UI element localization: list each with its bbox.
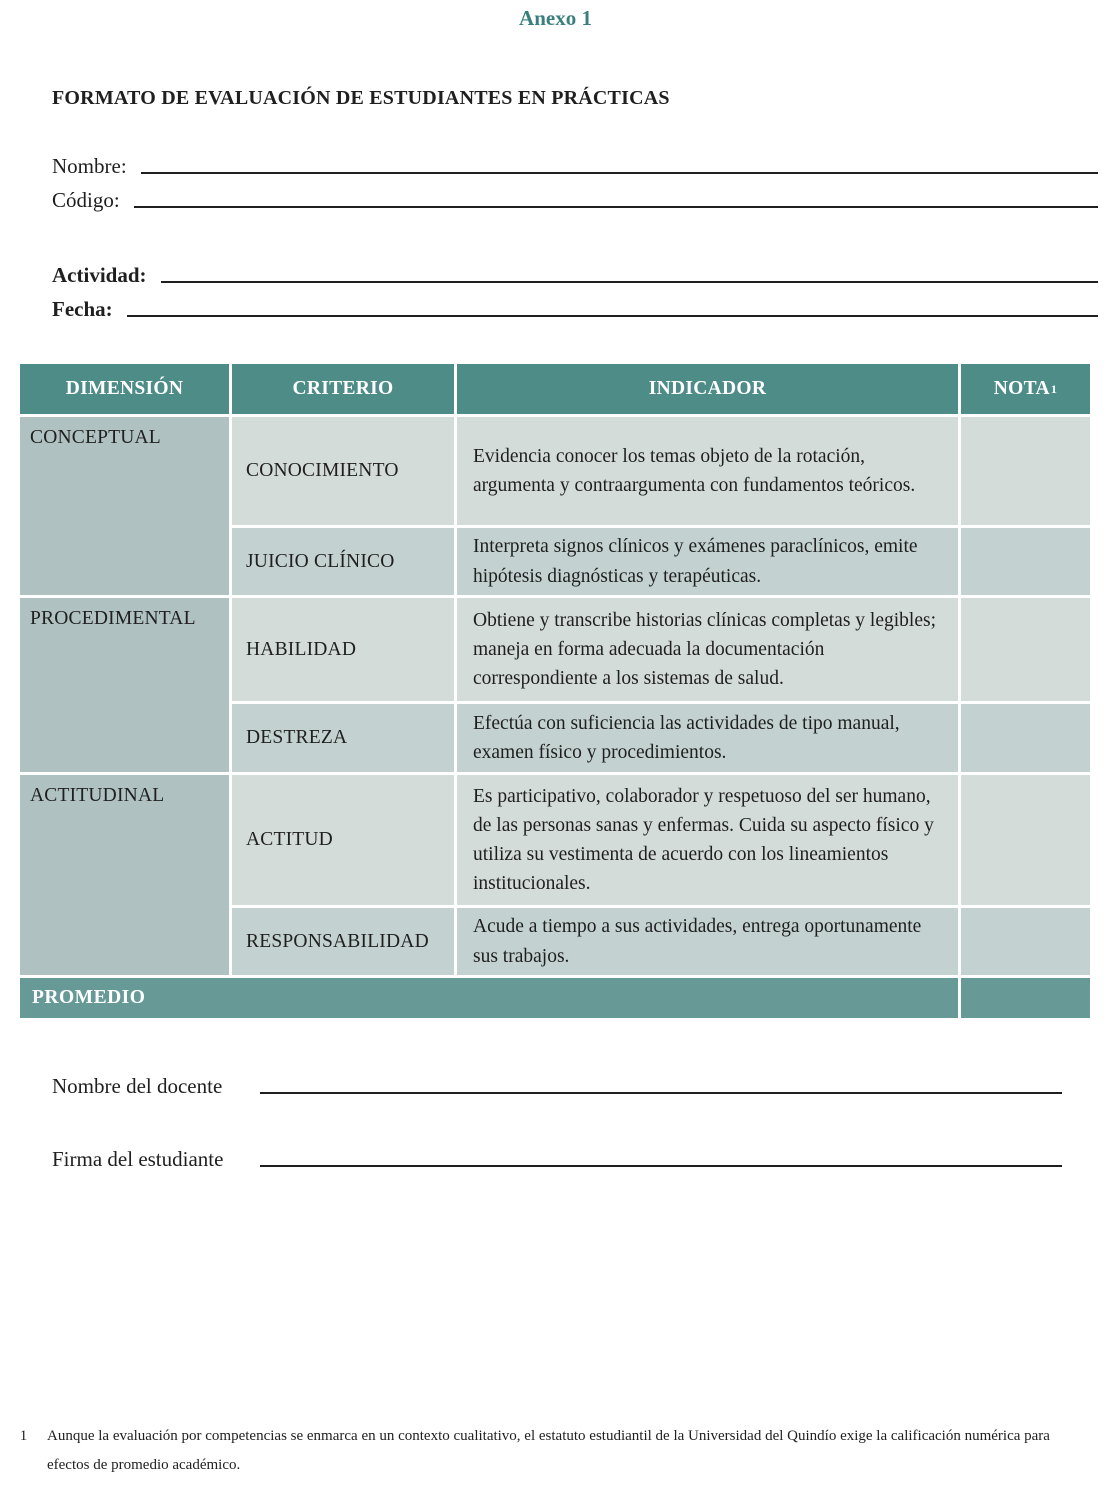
indicador-text: Acude a tiempo a sus actividades, entrega oportunamente sus trabajos. [473, 916, 922, 967]
actividad-label: Actividad: [52, 263, 147, 287]
nota-cell-habilidad [961, 598, 1090, 701]
criterio-cell-responsabilidad: RESPONSABILIDAD [232, 908, 454, 975]
nota-header-text: NOTA [993, 378, 1050, 399]
indicador-cell-actitud [457, 775, 958, 905]
evaluation-table [20, 364, 1090, 1018]
indicador-text: Interpreta signos clínicos y exámenes paraclínicos, emite hipótesis diagnósticas y terapéuticas. [473, 536, 918, 587]
indicador-cell-responsabilidad [457, 908, 958, 975]
nota-footnote-marker: 1 [1050, 381, 1058, 396]
header-fields [52, 154, 1098, 322]
fecha-field-line [127, 315, 1098, 317]
indicador-text: Evidencia conocer los temas objeto de la rotación, argumenta y contraargumenta con fundamentos teóricos. [473, 445, 916, 496]
docente-signature-line [260, 1092, 1062, 1094]
indicador-cell-juicio-clinico [457, 528, 958, 595]
estudiante-signature-row [52, 1147, 1062, 1172]
table-header-indicador: INDICADOR [457, 364, 958, 414]
nombre-label: Nombre: [52, 154, 127, 178]
codigo-label: Código: [52, 188, 120, 212]
promedio-nota-cell [961, 978, 1090, 1018]
nota-cell-juicio-clinico [961, 528, 1090, 595]
codigo-field-line [134, 206, 1098, 208]
criterio-cell-destreza: DESTREZA [232, 704, 454, 772]
nota-cell-destreza [961, 704, 1090, 772]
annex-label: Anexo 1 [519, 6, 592, 30]
indicador-text: Es participativo, colaborador y respetuoso del ser humano, de las personas sanas y enfermas. Cuida su aspecto físico y utiliza su vestimenta de acuerdo con los lineamientos institucionales. [473, 785, 934, 895]
indicador-text: Obtiene y transcribe historias clínicas completas y legibles; maneja en forma adecuada la documentación correspondiente a los sistemas de salud. [473, 609, 936, 690]
dimension-cell-actitudinal: ACTITUDINAL [20, 775, 229, 975]
indicador-cell-habilidad [457, 598, 958, 701]
nota-cell-conocimiento [961, 417, 1090, 525]
criterio-cell-habilidad: HABILIDAD [232, 598, 454, 701]
table-header-criterio: CRITERIO [232, 364, 454, 414]
actividad-field-row [52, 263, 1098, 288]
indicador-text: Efectúa con suficiencia las actividades de tipo manual, examen físico y procedimientos. [473, 712, 900, 763]
indicador-cell-destreza [457, 704, 958, 772]
actividad-field-line [161, 281, 1099, 283]
footnote [0, 1422, 1075, 1479]
criterio-cell-juicio-clinico: JUICIO CLÍNICO [232, 528, 454, 595]
nombre-field-row [52, 154, 1098, 179]
docente-label: Nombre del docente [52, 1074, 223, 1098]
footnote-number: 1 [19, 1428, 28, 1444]
codigo-field-row [52, 188, 1098, 213]
nombre-field-line [141, 172, 1098, 174]
table-header-nota [961, 364, 1090, 414]
signature-section [52, 1074, 1062, 1172]
criterio-cell-conocimiento: CONOCIMIENTO [232, 417, 454, 525]
table-header-dimension: DIMENSIÓN [20, 364, 229, 414]
criterio-cell-actitud: ACTITUD [232, 775, 454, 905]
estudiante-label: Firma del estudiante [52, 1147, 224, 1171]
promedio-row-label: PROMEDIO [20, 978, 958, 1018]
fecha-field-row [52, 297, 1098, 322]
footnote-text: Aunque la evaluación por competencias se enmarca en un contexto cualitativo, el estatuto estudiantil de la Universidad del Quindío exige la calificación numérica para efectos de promedio académico. [47, 1428, 1050, 1473]
docente-signature-row [52, 1074, 1062, 1099]
nota-cell-responsabilidad [961, 908, 1090, 975]
indicador-cell-conocimiento [457, 417, 958, 525]
dimension-cell-conceptual: CONCEPTUAL [20, 417, 229, 595]
fecha-label: Fecha: [52, 297, 113, 321]
dimension-cell-procedimental: PROCEDIMENTAL [20, 598, 229, 772]
nota-cell-actitud [961, 775, 1090, 905]
form-title: FORMATO DE EVALUACIÓN DE ESTUDIANTES EN PRÁCTICAS [52, 87, 670, 109]
estudiante-signature-line [260, 1165, 1062, 1167]
